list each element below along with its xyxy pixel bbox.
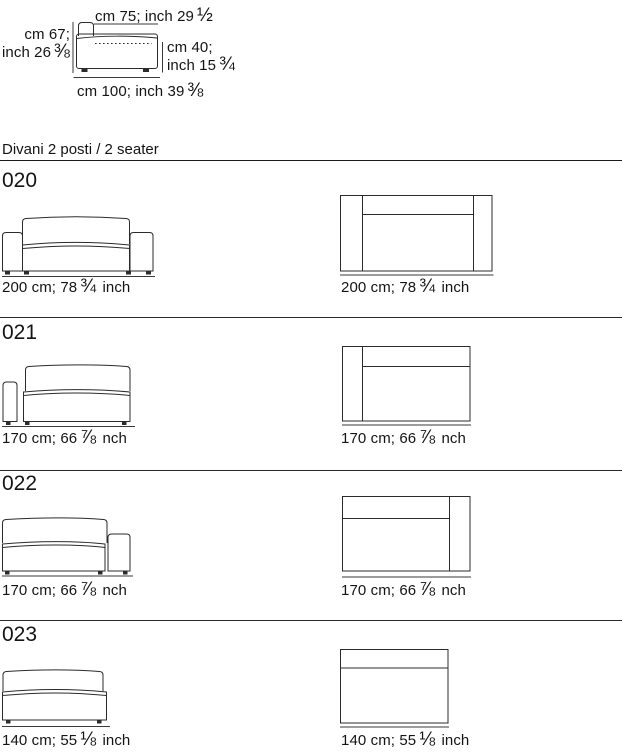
left-armrest-outline [3, 382, 17, 422]
top-view-drawing-020 [338, 193, 496, 279]
front-view-drawing-023 [2, 667, 114, 731]
foot [25, 422, 30, 426]
seat-seam-line [3, 693, 107, 695]
top-dimension-label: 200 cm; 78 ¾ inch [341, 276, 470, 297]
model-code: 023 [2, 623, 38, 646]
front-dimension-label: 170 cm; 66 ⅞ nch [2, 579, 127, 600]
section-021 [0, 317, 622, 471]
top-dimension-label: 170 cm; 66 ⅞ nch [341, 579, 466, 600]
foot [5, 571, 10, 575]
foot [126, 271, 131, 275]
height-dim-label-inch: inch 26 ⅜ [1, 41, 70, 62]
front-dimension-label: 170 cm; 66 ⅞ nch [2, 427, 127, 448]
front-view-drawing-022 [2, 516, 136, 580]
foot [143, 69, 149, 73]
front-view-drawing-021 [2, 363, 138, 429]
foot [123, 571, 128, 575]
top-view-drawing-021 [340, 344, 474, 428]
foot [5, 271, 10, 275]
seat-depth-dim-label: cm 75; inch 29 ½ [95, 5, 213, 26]
seat-plan-outline [343, 497, 471, 572]
foot [97, 720, 102, 724]
backrest-outline [3, 518, 108, 543]
backrest-outline [3, 670, 103, 691]
category-title: Divani 2 posti / 2 seater [2, 141, 159, 158]
model-code: 021 [2, 321, 38, 344]
seat-plan-outline [341, 650, 449, 724]
front-dimension-label: 140 cm; 55 ⅛ inch [2, 729, 131, 750]
height-dim-label-cm: cm 67; [24, 26, 70, 43]
top-view-drawing-023 [338, 647, 452, 731]
front-view-drawing-020 [2, 213, 158, 281]
seat-plan-outline [343, 347, 471, 422]
left-armrest-outline [3, 233, 23, 272]
seat-seam-line [24, 393, 131, 395]
foot [122, 422, 127, 426]
backrest-outline [26, 365, 131, 391]
right-armrest-outline [130, 233, 153, 272]
backrest-outline [23, 217, 130, 244]
seat-seam-line [3, 545, 106, 547]
section-022 [0, 470, 622, 621]
section-023 [0, 620, 622, 753]
model-code: 022 [2, 472, 38, 495]
model-code: 020 [2, 169, 38, 192]
depth-dim-label: cm 100; inch 39 ⅜ [77, 80, 204, 101]
seat-seam-line [77, 36, 157, 38]
foot [6, 422, 11, 426]
seat-seam-line [23, 246, 130, 248]
foot [6, 720, 11, 724]
foot [98, 571, 103, 575]
body-outline [77, 34, 158, 69]
section-020 [0, 160, 622, 318]
seat-height-dim-label-inch: inch 15 ¾ [167, 54, 236, 75]
front-dimension-label: 200 cm; 78 ¾ inch [2, 276, 131, 297]
foot [82, 69, 88, 73]
right-armrest-outline [108, 534, 130, 571]
seat-plan-outline [341, 196, 493, 272]
top-dimension-label: 170 cm; 66 ⅞ nch [341, 427, 466, 448]
top-dimension-label: 140 cm; 55 ⅛ inch [341, 729, 470, 750]
foot [146, 271, 151, 275]
top-view-drawing-022 [340, 494, 474, 580]
seat-height-dim-label-cm: cm 40; [167, 39, 213, 56]
foot [24, 271, 29, 275]
